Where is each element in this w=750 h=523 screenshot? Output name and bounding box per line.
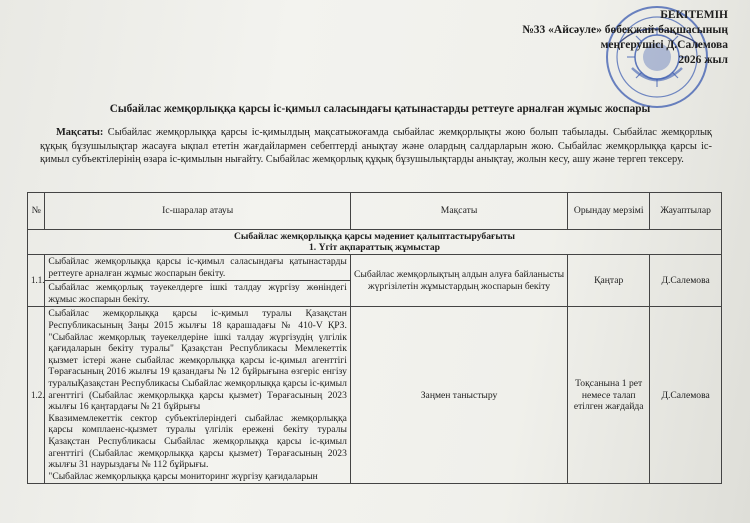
- row-goal: Сыбайлас жемқорлықтың алдын алуға байланысты жүргізілетін жұмыстардың жоспарын бекіту: [350, 255, 567, 307]
- header-term: Орындау мерзімі: [568, 193, 650, 230]
- goal-text: Сыбайлас жемқорлыққа қарсы іс-қимылдың мақсатыжоғамда сыбайлас жемқорлықты жою болып табылады. Сыбайлас жемқорлық құқық бұзушылықтар жасауға ықпал ететін жағдайлармен себептерді анықтау және олардың салдарларын жою. Сыбайлас жемқорлыққа қарсы іс-қимыл субъектілерінің өзара іс-қимылын нығайту. Сыбайлас жемқорлық құқық бұзушылықтарды анықтау, жолын кесу, ашу және тергеп тексеру.: [40, 127, 712, 165]
- header-name: Іс-шаралар атауы: [45, 193, 350, 230]
- row-responsible: Д.Салемова: [650, 307, 722, 484]
- row-item: Сыбайлас жемқорлыққа қарсы іс-қимыл туралы Қазақстан Республикасының Заңы 2015 жылғы 18 қарашадағы № 410-V ҚРЗ. "Сыбайлас жемқорлық тәуекелдеріне ішкі талдау жүргізудің үлгілік қағидаларын бекіту туралы" Қазақстан Республикасы Мемлекеттік қызмет істері және сыбайлас жемқорлыққа қарсы іс-қимыл агенттігі Төрағасының 2016 жылғы 19 қазандағы № 12 бұйрығына өзгеріс енгізу туралыҚазақстан Республикасы Сыбайлас жемқорлыққа қарсы іс-қимыл агенттігі (Сыбайлас жемқорлыққа қарсы қызмет) Төрағасының 2023 жылғы 16 қаңтардағы № 21 бұйрығы: [48, 308, 347, 413]
- header-goal: Мақсаты: [350, 193, 567, 230]
- row-item: Сыбайлас жемқорлық тәуекелдерге ішкі талдау жүргізу жөніндегі жұмыс жоспарын бекіту.: [45, 281, 350, 307]
- table-row: [28, 255, 722, 281]
- row-item: Сыбайлас жемқорлыққа қарсы іс-қимыл саласындағы қатынастарды реттеуге арналған жұмыс жоспарын бекіту.: [45, 255, 350, 281]
- row-responsible: Д.Салемова: [650, 255, 722, 307]
- work-plan-table: [27, 192, 722, 484]
- approval-head: меңгерушісі Д.Салемова: [600, 39, 728, 51]
- row-item-cell: [45, 307, 350, 484]
- approval-heading: БЕКІТЕМІН: [660, 9, 728, 21]
- row-item: "Сыбайлас жемқорлыққа қарсы мониторинг жүргізу қағидаларын: [48, 470, 318, 482]
- table-row: [28, 307, 722, 484]
- subsection-title: 1. Үгіт ақпараттық жұмыстар: [308, 242, 441, 253]
- section-title: Сыбайлас жемқорлыққа қарсы мәдениет қалыптастырубағыты: [233, 231, 516, 242]
- row-term: Қаңтар: [568, 255, 650, 307]
- section-cell: [28, 230, 722, 255]
- row-term: Тоқсанына 1 рет немесе талап етілген жағдайда: [568, 307, 650, 484]
- row-item: Квазимемлекеттік сектор субъектілеріндегі сыбайлас жемқорлыққа қарсы комплаенс-қызмет туралы үлгілік ережені бекіту туралы Қазақстан Республикасы Сыбайлас жемқорлыққа қарсы іс-қимыл агенттігі (Сыбайлас жемқорлыққа қарсы қызмет) Төрағасының 2023 жылғы 31 наурыздағы № 112 бұйрығы.: [48, 412, 347, 471]
- header-responsible: Жауаптылар: [650, 193, 722, 230]
- approval-block: [468, 8, 728, 68]
- row-number: 1.2.: [28, 307, 45, 484]
- goal-label: Мақсаты:: [56, 127, 104, 138]
- row-goal: Заңмен таныстыру: [350, 307, 567, 484]
- goal-paragraph: [40, 126, 712, 167]
- section-row: [28, 230, 722, 255]
- approval-year: 2026 жыл: [678, 54, 728, 66]
- row-number: 1.1.: [28, 255, 45, 307]
- header-num: №: [28, 193, 45, 230]
- approval-organization: №33 «Айсәуле» бөбекжай-бақшасының: [522, 24, 728, 36]
- document-title: Сыбайлас жемқорлыққа қарсы іс-қимыл саласындағы қатынастарды реттеуге арналған жұмыс жоспары: [109, 103, 651, 115]
- table-header-row: [28, 193, 722, 230]
